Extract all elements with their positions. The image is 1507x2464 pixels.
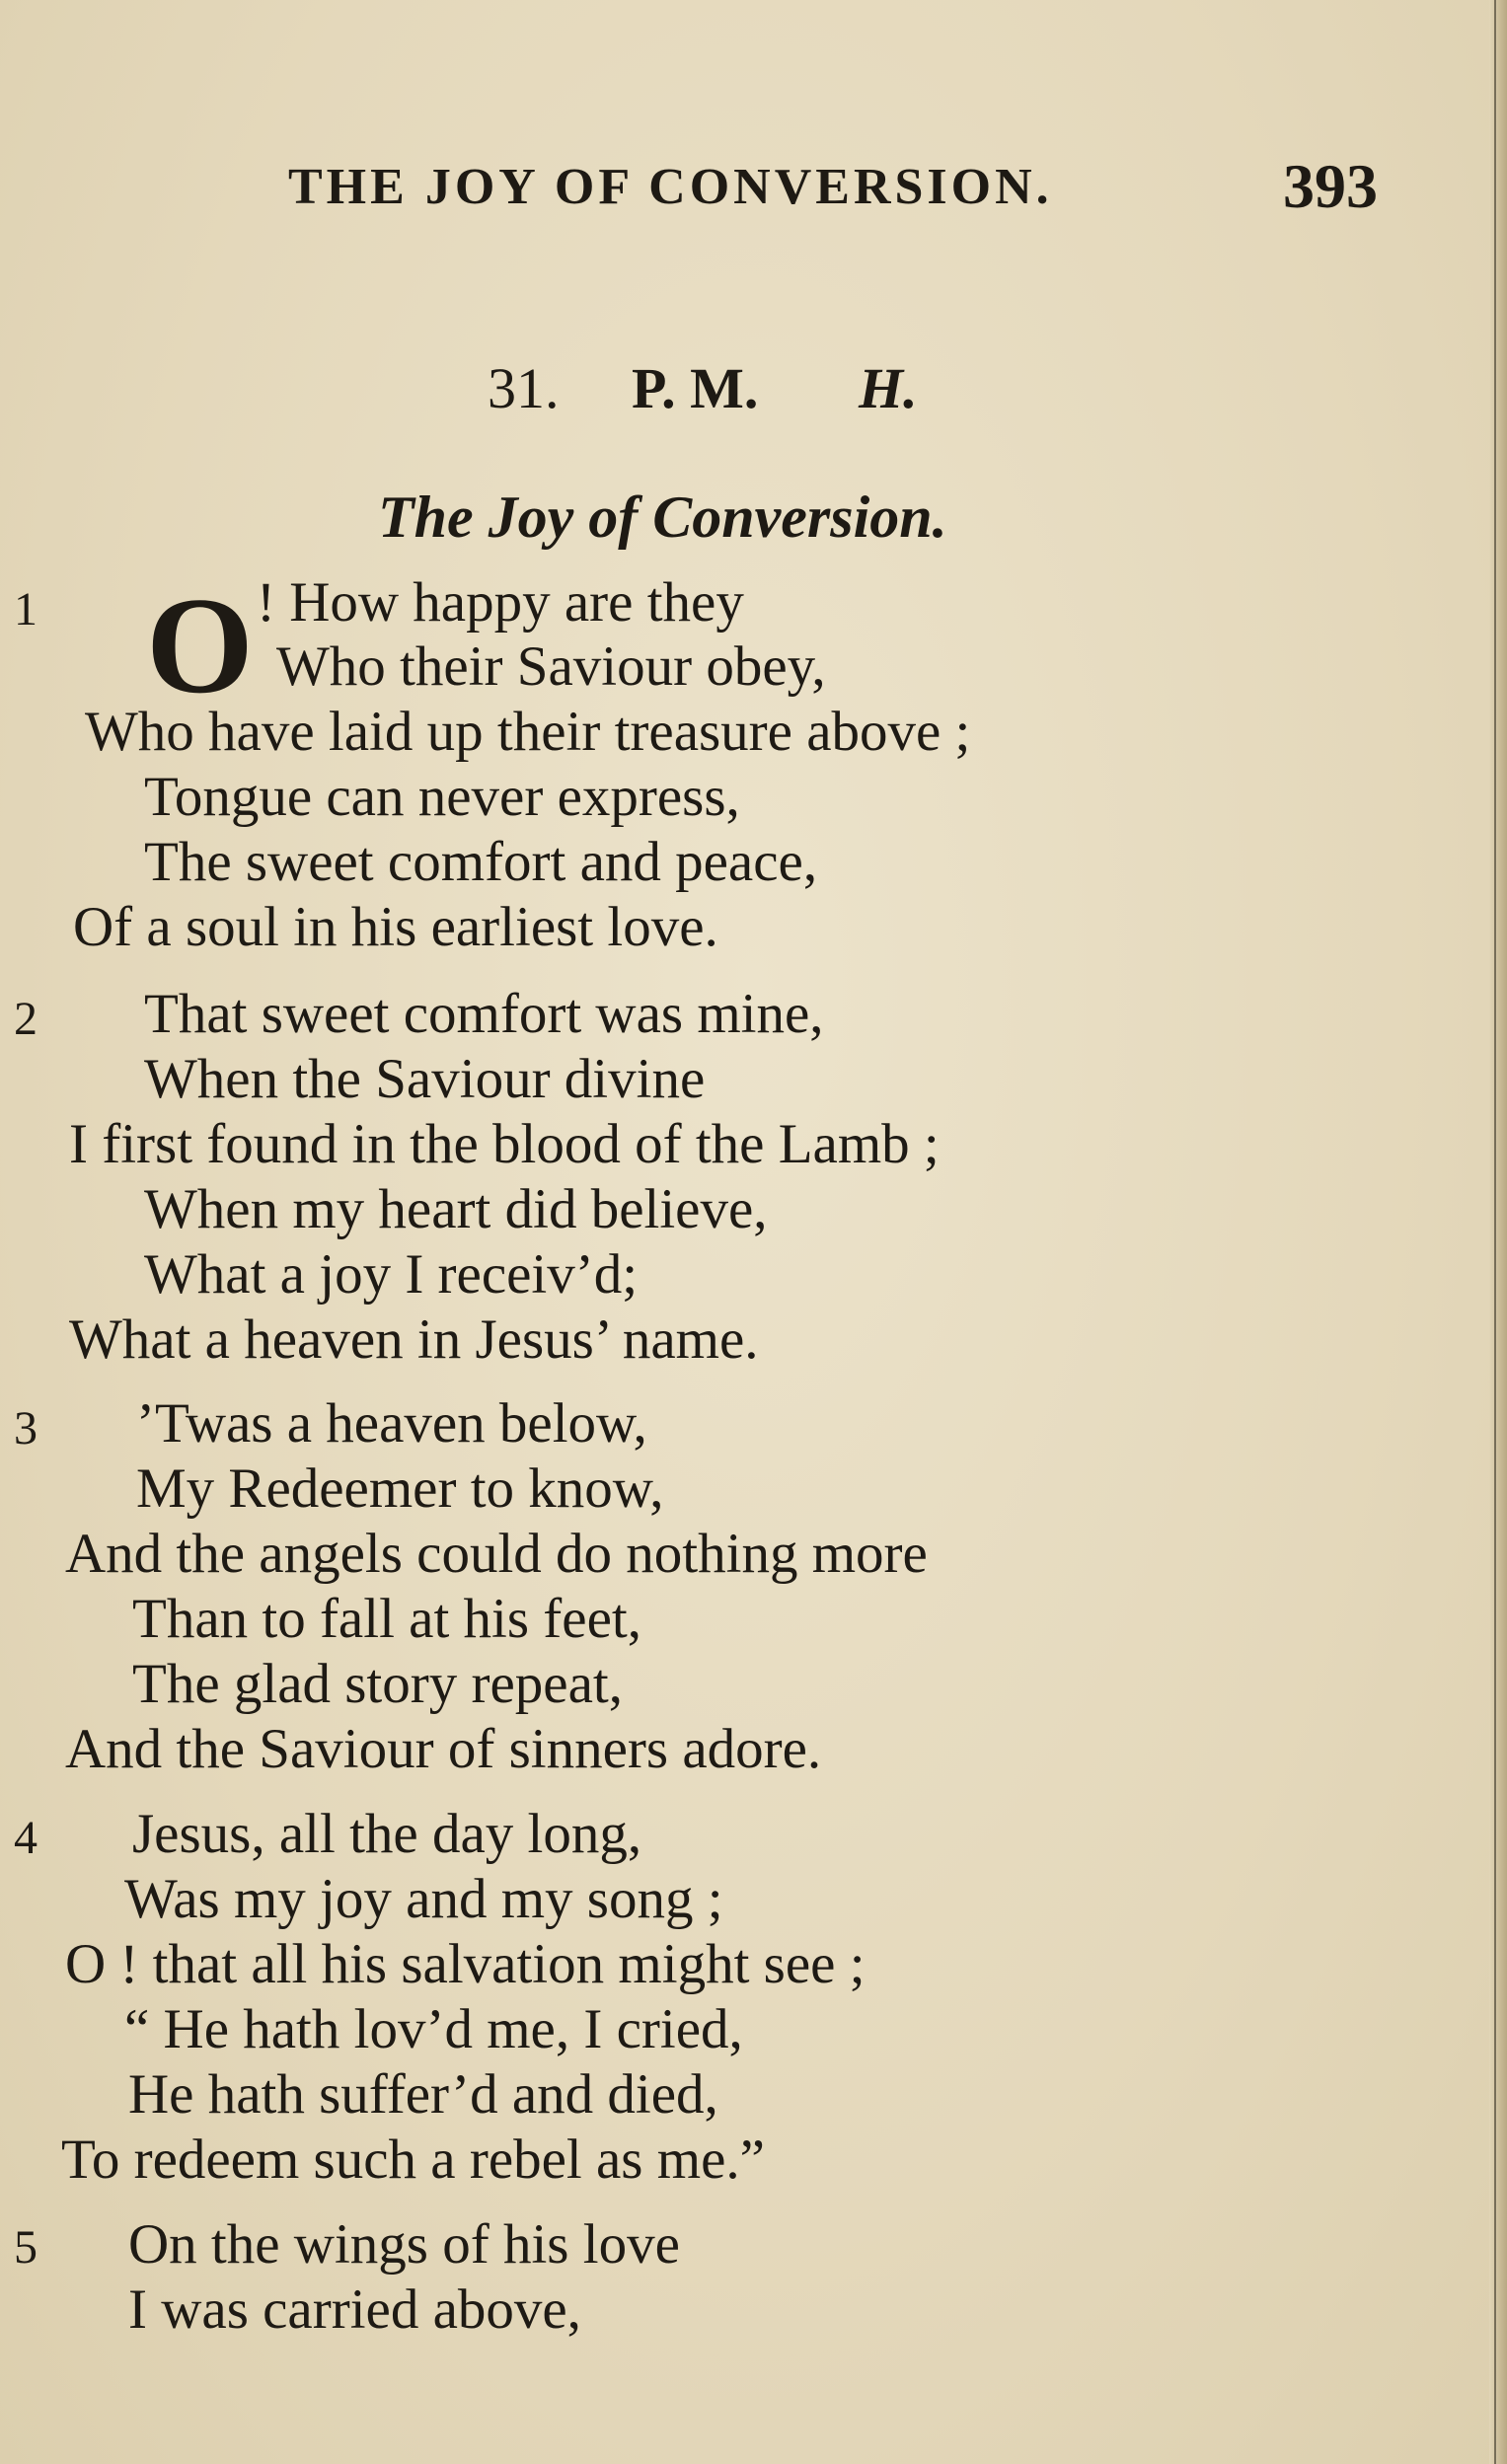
verse-line: Was my joy and my song ; — [124, 1868, 723, 1930]
drop-cap: O — [146, 569, 254, 722]
verse-line: What a joy I receiv’d; — [144, 1243, 639, 1306]
verse-line: And the angels could do nothing more — [65, 1523, 928, 1585]
hymn-tune: H. — [859, 356, 918, 420]
hymn-meter: P. M. — [632, 356, 759, 420]
verse-line: That sweet comfort was mine, — [144, 983, 824, 1045]
verse-line: When the Saviour divine — [144, 1048, 706, 1110]
verse-line: He hath suffer’d and died, — [128, 2063, 718, 2126]
running-head — [0, 151, 1507, 227]
verse-line: And the Saviour of sinners adore. — [65, 1718, 822, 1780]
verse-number: 1 — [14, 583, 38, 635]
verse-line: When my heart did believe, — [144, 1178, 768, 1240]
hymn-number: 31. — [488, 356, 560, 420]
verse-line: O ! that all his salvation might see ; — [65, 1933, 866, 1995]
verse-number: 2 — [14, 993, 38, 1045]
verse-line: The sweet comfort and peace, — [144, 831, 818, 893]
page-edge — [1489, 0, 1507, 2464]
verse-line: Tongue can never express, — [144, 766, 740, 828]
verse-line: Who their Saviour obey, — [276, 635, 826, 698]
verse-number: 5 — [14, 2221, 38, 2274]
hymn-title: The Joy of Conversion. — [378, 485, 947, 550]
verse-line: On the wings of his love — [128, 2213, 680, 2276]
verse-number: 3 — [14, 1402, 38, 1455]
verse-line: ’Twas a heaven below, — [136, 1392, 647, 1455]
verse-line: Of a soul in his earliest love. — [73, 896, 718, 958]
verse-line: ! How happy are they — [257, 571, 744, 634]
verse-line: Than to fall at his feet, — [132, 1588, 641, 1650]
verse-line: What a heaven in Jesus’ name. — [69, 1308, 759, 1371]
page-number: 393 — [1283, 151, 1378, 221]
verse-line: To redeem such a rebel as me.” — [61, 2128, 765, 2191]
running-title: THE JOY OF CONVERSION. — [288, 159, 1053, 215]
verse-number: 4 — [14, 1812, 38, 1864]
verse-line: I first found in the blood of the Lamb ; — [69, 1113, 940, 1175]
verse-line: Jesus, all the day long, — [132, 1803, 642, 1865]
verse-line: My Redeemer to know, — [136, 1457, 664, 1520]
verse-line: “ He hath lov’d me, I cried, — [124, 1998, 743, 2060]
verse-line: The glad story repeat, — [132, 1653, 623, 1715]
verse-line: Who have laid up their treasure above ; — [85, 701, 971, 763]
verse-line: I was carried above, — [128, 2278, 581, 2341]
